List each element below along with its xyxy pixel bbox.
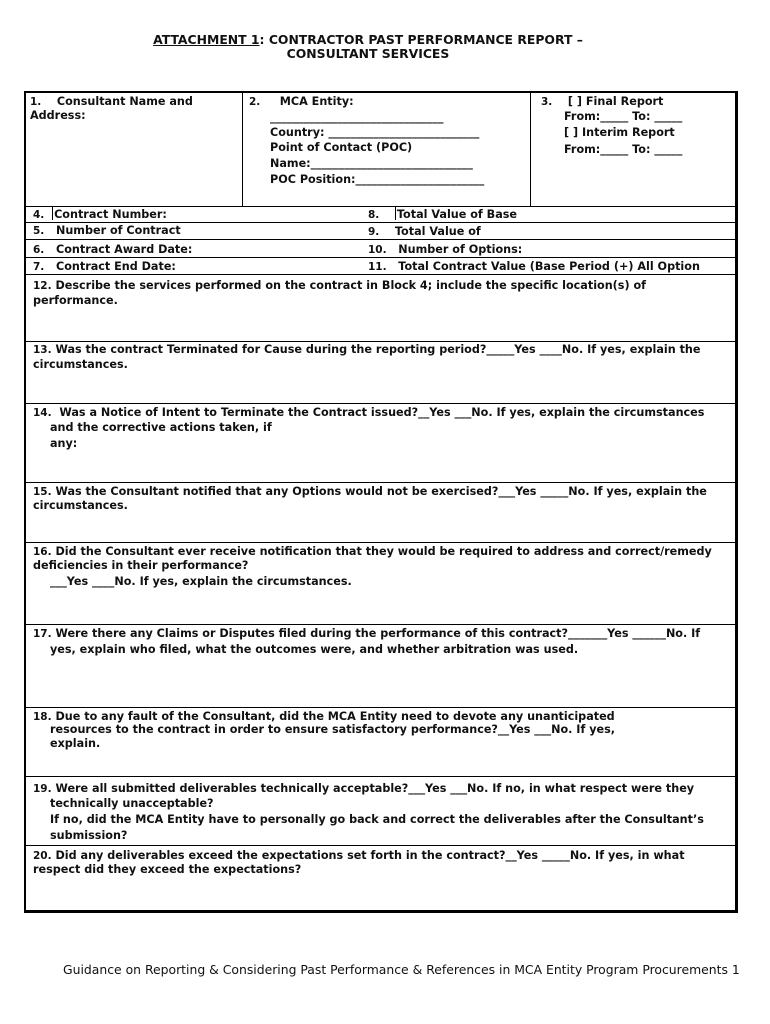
row-label: Contract Award Date: [55, 243, 193, 256]
question-text: Did the Consultant ever receive notification that they would be required to address and correct/remedy [55, 545, 712, 558]
question-number: 19. [33, 783, 52, 795]
poc-name-field[interactable]: Name:_____________________________ [270, 157, 473, 170]
row-label: Total Contract Value (Base Period (+) All Option [398, 260, 700, 273]
block3-field[interactable] [541, 94, 663, 110]
divider [530, 93, 531, 206]
block2-field[interactable] [249, 94, 354, 110]
row-number: 7. [33, 261, 45, 273]
mca-entity-label: MCA Entity: [279, 95, 354, 108]
row-number: 5. [33, 225, 45, 237]
question-text-line: submission? [50, 829, 128, 842]
row-number: 9. [368, 226, 380, 238]
question-text-line: technically unacceptable? [50, 797, 214, 810]
poc-label: Point of Contact (POC) [270, 141, 413, 154]
divider [26, 624, 735, 625]
block2-number: 2. [249, 96, 261, 108]
question-text: Were all submitted deliverables technically acceptable?___Yes ___No. If no, in what respect were they [55, 782, 695, 795]
question-text-line: explain. [50, 737, 101, 750]
total-contract-value-field[interactable] [368, 259, 700, 275]
question-text-line: circumstances. [33, 499, 128, 512]
question-text: Was the Consultant notified that any Options would not be exercised?___Yes _____No. If yes, explain the [55, 485, 707, 498]
question-text-line: performance. [33, 294, 118, 307]
question-number: 16. [33, 546, 52, 558]
row-label: Total Value of Base [396, 208, 517, 221]
block1-label-line2: Address: [30, 109, 86, 122]
question-13[interactable] [33, 342, 701, 358]
row-number: 8. [368, 209, 380, 221]
divider [26, 845, 735, 846]
interim-report-dates[interactable]: From:_____ To: _____ [564, 143, 683, 156]
question-number: 18. [33, 711, 52, 723]
question-text: Were there any Claims or Disputes filed during the performance of this contract?_______Yes ______No. If [55, 627, 701, 640]
row-label: Number of Contract [55, 224, 181, 237]
question-text: Was a Notice of Intent to Terminate the Contract issued?__Yes ___No. If yes, explain the circumstances [59, 406, 705, 419]
question-text-line: resources to the contract in order to ensure satisfactory performance?__Yes ___No. If yes, [50, 723, 616, 736]
divider [26, 482, 735, 483]
attachment-label: ATTACHMENT 1 [153, 32, 260, 47]
question-number: 13. [33, 344, 52, 356]
page-title [0, 32, 736, 47]
page-subtitle: CONSULTANT SERVICES [286, 46, 450, 61]
contract-count-field[interactable] [33, 223, 181, 239]
block3-number: 3. [541, 96, 553, 108]
row-number: 10. [368, 244, 387, 256]
divider [26, 707, 735, 708]
row-number: 6. [33, 244, 45, 256]
question-text: Did any deliverables exceed the expectations set forth in the contract?__Yes _____No. If yes, in what [55, 849, 685, 862]
question-text-line: ___Yes ____No. If yes, explain the circumstances. [50, 575, 352, 588]
question-12[interactable] [33, 278, 646, 294]
total-value-field[interactable] [368, 224, 481, 240]
question-19[interactable] [33, 781, 694, 797]
row-label: Number of Options: [398, 243, 523, 256]
question-text: Describe the services performed on the contract in Block 4; include the specific location(s) of [55, 279, 647, 292]
row-number: 4. [33, 209, 45, 221]
question-text-line: If no, did the MCA Entity have to personally go back and correct the deliverables after the Consultant’s [50, 813, 704, 826]
block1-number: 1. [30, 96, 42, 108]
question-14[interactable] [33, 405, 704, 421]
page-footer: Guidance on Reporting & Considering Past Performance & References in MCA Entity Program Procurements 1 [63, 962, 740, 977]
question-text-line: yes, explain who filed, what the outcomes were, and whether arbitration was used. [50, 643, 579, 656]
title-text: : CONTRACTOR PAST PERFORMANCE REPORT – [259, 32, 583, 47]
divider [26, 403, 735, 404]
divider [26, 776, 735, 777]
row-label: Contract Number: [54, 208, 167, 221]
question-number: 15. [33, 486, 52, 498]
question-text-line: circumstances. [33, 358, 128, 371]
question-text-line: respect did they exceed the expectations? [33, 863, 302, 876]
divider [242, 93, 243, 206]
question-text: Due to any fault of the Consultant, did the MCA Entity need to devote any unanticipated [55, 710, 615, 723]
base-value-field[interactable] [368, 207, 517, 223]
divider [26, 542, 735, 543]
question-text-line: any: [50, 437, 78, 450]
question-number: 20. [33, 850, 52, 862]
award-date-field[interactable] [33, 242, 192, 258]
country-field[interactable]: Country: ___________________________ [270, 126, 480, 139]
mca-entity-blank[interactable]: _______________________________ [270, 111, 444, 124]
question-number: 14. [33, 407, 52, 419]
final-report-checkbox[interactable]: [ ] Final Report [567, 95, 664, 108]
question-15[interactable] [33, 484, 707, 500]
row-label: Contract End Date: [55, 260, 176, 273]
question-text: Was the contract Terminated for Cause during the reporting period?_____Yes ____No. If yes, explain the [55, 343, 701, 356]
question-text-line: deficiencies in their performance? [33, 559, 249, 572]
block1-label: Consultant Name and [56, 95, 193, 108]
row-number: 11. [368, 261, 387, 273]
options-count-field[interactable] [368, 242, 522, 258]
question-number: 17. [33, 628, 52, 640]
poc-position-field[interactable]: POC Position:_______________________ [270, 173, 485, 186]
interim-report-checkbox[interactable]: [ ] Interim Report [564, 126, 675, 139]
question-text-line: and the corrective actions taken, if [50, 421, 272, 434]
question-17[interactable] [33, 626, 700, 642]
row-label: Total Value of [394, 225, 481, 238]
question-number: 12. [33, 280, 52, 292]
end-date-field[interactable] [33, 259, 176, 275]
contract-number-field[interactable] [33, 207, 167, 223]
final-report-dates[interactable]: From:_____ To: _____ [564, 110, 683, 123]
